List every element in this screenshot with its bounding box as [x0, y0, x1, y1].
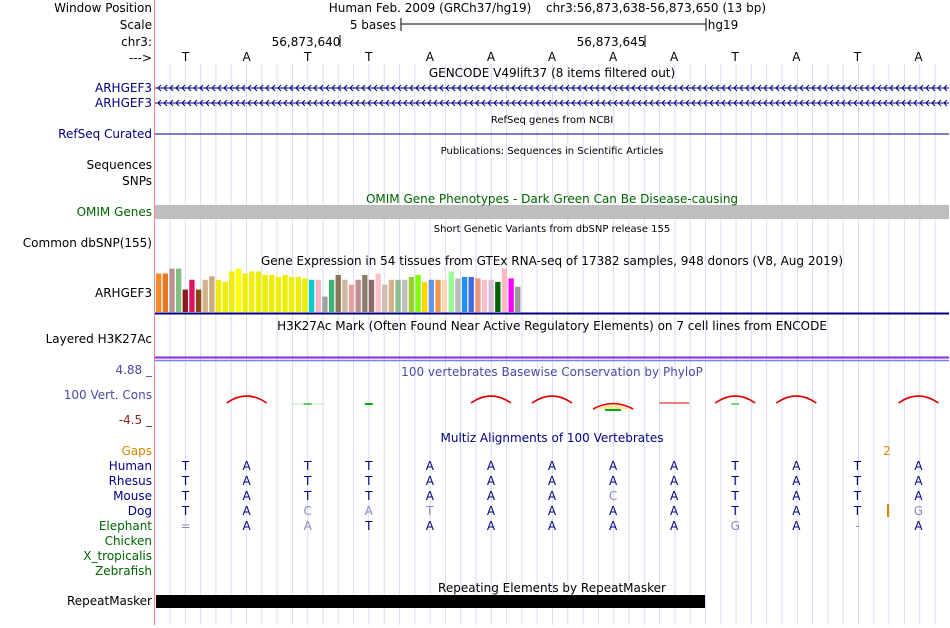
gtex-bar — [316, 280, 321, 312]
gtex-bar — [449, 271, 454, 312]
position-text: chr3:56,873,638-56,873,650 (13 bp) — [545, 1, 767, 15]
alignment-base: A — [425, 489, 434, 503]
publications-track-label[interactable]: Sequences — [86, 158, 152, 172]
alignment-base: A — [242, 489, 251, 503]
base-letter: T — [304, 50, 312, 64]
species-label-x_tropicalis: X_tropicalis — [83, 549, 152, 563]
gtex-bar — [176, 269, 181, 312]
alignment-base: A — [486, 489, 496, 503]
gtex-bar — [402, 280, 407, 312]
gtex-bar — [262, 275, 267, 312]
strand-label: ---> — [128, 51, 152, 65]
gtex-bar — [256, 271, 261, 312]
gencode-track-title: GENCODE V49lift37 (8 items filtered out) — [428, 66, 676, 80]
gtex-bar — [276, 277, 281, 312]
gtex-bar — [322, 297, 327, 312]
gtex-bar — [462, 277, 467, 312]
base-letter: A — [486, 50, 496, 64]
gtex-bar — [375, 274, 380, 313]
base-letter: A — [914, 50, 923, 64]
base-letter: T — [181, 50, 190, 64]
gtex-bar — [216, 280, 221, 312]
alignment-base: A — [547, 504, 557, 518]
alignment-base: A — [425, 474, 434, 488]
alignment-base: T — [181, 459, 190, 473]
gtex-bar — [442, 280, 447, 312]
alignment-base: A — [547, 459, 557, 473]
gencode-item-1-label[interactable]: ARHGEF3 — [95, 81, 152, 95]
species-label-mouse: Mouse — [113, 489, 152, 503]
gtex-bar — [203, 280, 208, 312]
gtex-bar — [502, 269, 507, 312]
gap-count: 2 — [883, 444, 891, 458]
repeatmasker-track-label[interactable]: RepeatMasker — [66, 594, 152, 608]
gtex-bar — [415, 275, 420, 312]
alignment-base: C — [303, 504, 312, 518]
position-tick-1: 56,873,640 — [271, 35, 341, 49]
gtex-bar — [296, 277, 301, 312]
gtex-bar — [342, 280, 347, 312]
alignment-base: T — [181, 474, 190, 488]
alignment-base: A — [792, 489, 801, 503]
dbsnp-track-title: Short Genetic Variants from dbSNP release 155 — [433, 224, 671, 235]
alignment-base: A — [792, 519, 801, 533]
phylop-track-title: 100 vertebrates Basewise Conservation by PhyloP — [401, 365, 703, 379]
base-letter: A — [608, 50, 618, 64]
alignment-base: A — [914, 489, 923, 503]
alignment-base: A — [486, 519, 496, 533]
alignment-base: T — [731, 459, 739, 473]
base-letter: A — [792, 50, 801, 64]
species-label-human: Human — [108, 459, 152, 473]
alignment-base: A — [670, 474, 679, 488]
gtex-bar — [329, 280, 334, 312]
alignment-base: C — [608, 489, 618, 503]
alignment-base: A — [425, 519, 434, 533]
gtex-bar — [336, 275, 341, 312]
base-letter: T — [731, 50, 739, 64]
gtex-bar — [169, 269, 174, 312]
gtex-bar — [382, 285, 387, 312]
alignment-base: G — [913, 504, 924, 518]
phylop-peak — [593, 404, 633, 410]
alignment-base: A — [608, 474, 618, 488]
alignment-base: T — [731, 504, 739, 518]
gtex-bar — [389, 280, 394, 312]
gtex-bar — [223, 282, 228, 312]
gtex-bar — [242, 274, 247, 313]
alignment-base: A — [486, 504, 496, 518]
gtex-bar — [489, 280, 494, 312]
species-label-dog: Dog — [127, 504, 152, 518]
alignment-base: A — [914, 459, 923, 473]
alignment-base: A — [242, 474, 251, 488]
gtex-bar — [196, 290, 201, 312]
gtex-bar — [269, 275, 274, 312]
alignment-base: A — [547, 489, 557, 503]
alignment-base: A — [486, 459, 496, 473]
multiz-track-title: Multiz Alignments of 100 Vertebrates — [440, 431, 664, 445]
gtex-bar — [362, 275, 367, 312]
alignment-base: A — [670, 489, 679, 503]
position-tick-2: 56,873,645 — [576, 35, 646, 49]
alignment-base: A — [242, 504, 251, 518]
alignment-base: A — [303, 519, 312, 533]
alignment-base: A — [242, 459, 251, 473]
alignment-base: A — [670, 459, 679, 473]
alignment-base: T — [304, 474, 312, 488]
gtex-track-title: Gene Expression in 54 tissues from GTEx RNA-seq of 17382 samples, 948 donors (V8, Aug 2019) — [260, 254, 844, 268]
phylop-min-label: -4.5 _ — [118, 413, 152, 427]
gtex-track-label[interactable]: ARHGEF3 — [95, 286, 152, 300]
gtex-bar — [189, 280, 194, 312]
gtex-bar — [282, 275, 287, 312]
gtex-bar — [163, 274, 168, 313]
alignment-base: T — [304, 459, 312, 473]
refseq-track-title: RefSeq genes from NCBI — [490, 115, 614, 126]
omim-gene-block — [155, 205, 949, 219]
alignment-base: T — [365, 519, 373, 533]
species-label-elephant: Elephant — [98, 519, 152, 533]
gtex-bar — [349, 285, 354, 312]
alignment-base: A — [670, 519, 679, 533]
phylop-max-label: 4.88 _ — [115, 363, 152, 377]
gtex-bar — [356, 280, 361, 312]
dbsnp-track-label[interactable]: Common dbSNP(155) — [22, 236, 152, 250]
alignment-base: A — [792, 504, 801, 518]
alignment-base: T — [853, 504, 862, 518]
alignment-base: T — [181, 489, 190, 503]
gtex-bar — [508, 278, 513, 312]
alignment-base: T — [853, 474, 862, 488]
alignment-base: = — [180, 519, 191, 533]
species-label-rhesus: Rhesus — [108, 474, 152, 488]
alignment-base: A — [364, 504, 373, 518]
base-letter: T — [365, 50, 373, 64]
alignment-base: T — [426, 504, 434, 518]
alignment-base: T — [731, 489, 739, 503]
alignment-base: T — [853, 489, 862, 503]
alignment-base: T — [365, 474, 373, 488]
alignment-base: T — [731, 474, 739, 488]
phylop-track-label[interactable]: 100 Vert. Cons — [63, 388, 152, 402]
alignment-base: A — [425, 459, 434, 473]
alignment-base: T — [853, 459, 862, 473]
gtex-bar — [429, 280, 434, 312]
alignment-base: A — [547, 519, 557, 533]
gtex-bar — [395, 280, 400, 312]
chrom-label: chr3: — [121, 35, 152, 49]
alignment-base: G — [730, 519, 740, 533]
gtex-bar — [156, 274, 161, 313]
window-position-label: Window Position — [54, 1, 152, 15]
alignment-base: A — [670, 504, 679, 518]
base-letter: A — [670, 50, 679, 64]
gtex-bar — [289, 277, 294, 312]
alignment-base: T — [365, 459, 373, 473]
base-letter: A — [547, 50, 557, 64]
alignment-base: A — [242, 519, 251, 533]
alignment-base: A — [486, 474, 496, 488]
gtex-bar — [309, 280, 314, 312]
scale-label: Scale — [119, 18, 152, 32]
gtex-bar — [249, 271, 254, 312]
omim-track-title: OMIM Gene Phenotypes - Dark Green Can Be Disease-causing — [365, 192, 739, 206]
gtex-bar — [482, 280, 487, 312]
alignment-base: A — [792, 474, 801, 488]
scale-text: 5 bases — [349, 18, 397, 32]
alignment-base: A — [914, 519, 923, 533]
gtex-bar — [369, 280, 374, 312]
gtex-bar — [183, 290, 188, 312]
repeatmasker-track-title: Repeating Elements by RepeatMasker — [438, 581, 666, 595]
species-label-zebrafish: Zebrafish — [95, 564, 152, 578]
alignment-base: A — [914, 474, 923, 488]
species-label-chicken: Chicken — [104, 534, 152, 548]
gtex-bar — [515, 287, 520, 312]
alignment-base: A — [792, 459, 801, 473]
gtex-bar — [409, 277, 414, 312]
base-letter: T — [853, 50, 862, 64]
alignment-base: T — [304, 489, 312, 503]
gtex-bar — [455, 278, 460, 312]
h3k27ac-track-label[interactable]: Layered H3K27Ac — [45, 332, 152, 346]
gtex-bar — [435, 280, 440, 312]
alignment-base: - — [855, 519, 860, 533]
gencode-item-2-label[interactable]: ARHGEF3 — [95, 96, 152, 110]
gtex-bar — [302, 278, 307, 312]
assembly-text: Human Feb. 2009 (GRCh37/hg19) — [328, 1, 532, 15]
gtex-bar — [209, 276, 214, 312]
alignment-base: T — [181, 504, 190, 518]
alignment-base: A — [608, 519, 618, 533]
repeatmasker-block — [156, 595, 705, 608]
gtex-bar — [495, 282, 500, 312]
gtex-bar — [422, 282, 427, 312]
gtex-bar — [229, 271, 234, 312]
omim-track-label[interactable]: OMIM Genes — [76, 205, 152, 219]
gtex-bar — [475, 278, 480, 312]
h3k27ac-track-title: H3K27Ac Mark (Often Found Near Active Regulatory Elements) on 7 cell lines from ENCODE — [277, 319, 827, 333]
snps-track-label[interactable]: SNPs — [122, 174, 152, 188]
track-labels — [0, 0, 154, 625]
alignment-base: A — [608, 504, 618, 518]
gtex-bar — [469, 277, 474, 312]
alignment-base: T — [365, 489, 373, 503]
base-letter: A — [242, 50, 251, 64]
gtex-bar — [236, 269, 241, 312]
scale-db-text: hg19 — [707, 18, 739, 32]
alignment-base: A — [608, 459, 618, 473]
alignment-base: A — [547, 474, 557, 488]
base-letter: A — [425, 50, 434, 64]
refseq-track-label[interactable]: RefSeq Curated — [58, 127, 152, 141]
gaps-label: Gaps — [121, 444, 152, 458]
label-divider — [154, 0, 155, 625]
publications-track-title: Publications: Sequences in Scientific Articles — [440, 146, 664, 157]
